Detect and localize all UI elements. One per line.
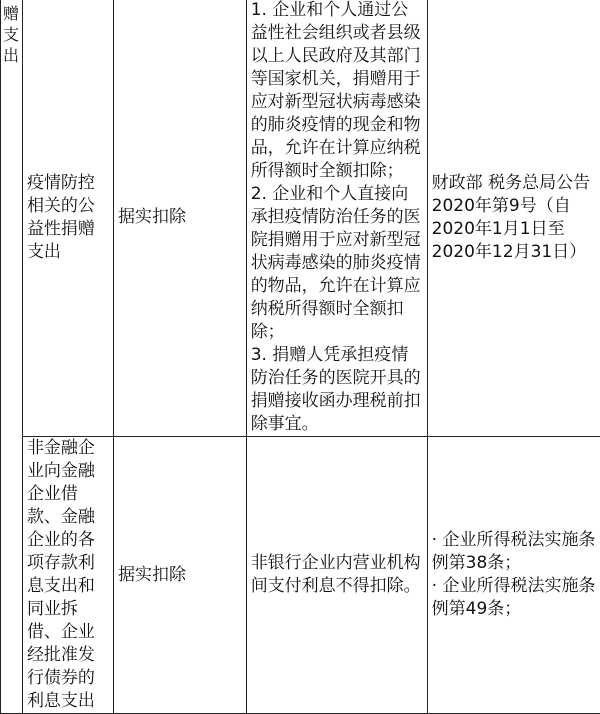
basis-cell xyxy=(427,0,600,437)
description-line: 3. 捐赠人凭承担疫情防治任务的医院开具的捐赠接收函办理税前扣除事宜。 xyxy=(251,344,423,436)
category-cell xyxy=(1,0,23,714)
table-row xyxy=(1,437,600,714)
method-text: 据实扣除 xyxy=(118,207,186,227)
category-text: 赠支出 xyxy=(1,0,21,66)
item-text: 非金融企业向金融企业借款、金融企业的各项存款利息支出和同业拆借、企业经批准发行债券的利息支出 xyxy=(27,438,95,711)
item-cell xyxy=(22,0,113,437)
basis-line: · 企业所得税法实施条例第38条； xyxy=(432,529,596,575)
description-cell xyxy=(246,437,427,714)
method-cell xyxy=(113,437,246,714)
basis-line: 财政部 税务总局公告2020年第9号（自2020年1月1日至2020年12月31日） xyxy=(432,172,596,264)
method-text: 据实扣除 xyxy=(118,565,186,585)
basis-line: · 企业所得税法实施条例第49条； xyxy=(432,575,596,621)
description-line: 1. 企业和个人通过公益性社会组织或者县级以上人民政府及其部门等国家机关，捐赠用于应对新型冠状病毒感染的肺炎疫情的现金和物品，允许在计算应纳税所得额时全额扣除； xyxy=(251,0,423,183)
description-cell xyxy=(246,0,427,437)
method-cell xyxy=(113,0,246,437)
description-line: 2. 企业和个人直接向承担疫情防治任务的医院捐赠用于应对新型冠状病毒感染的肺炎疫情的物品，允许在计算应纳税所得额时全额扣除； xyxy=(251,183,423,344)
description-line: 非银行企业内营业机构间支付利息不得扣除。 xyxy=(251,552,423,598)
item-text: 疫情防控相关的公益性捐赠支出 xyxy=(27,173,95,262)
item-cell xyxy=(22,437,113,714)
basis-cell xyxy=(427,437,600,714)
table-row xyxy=(1,0,600,437)
